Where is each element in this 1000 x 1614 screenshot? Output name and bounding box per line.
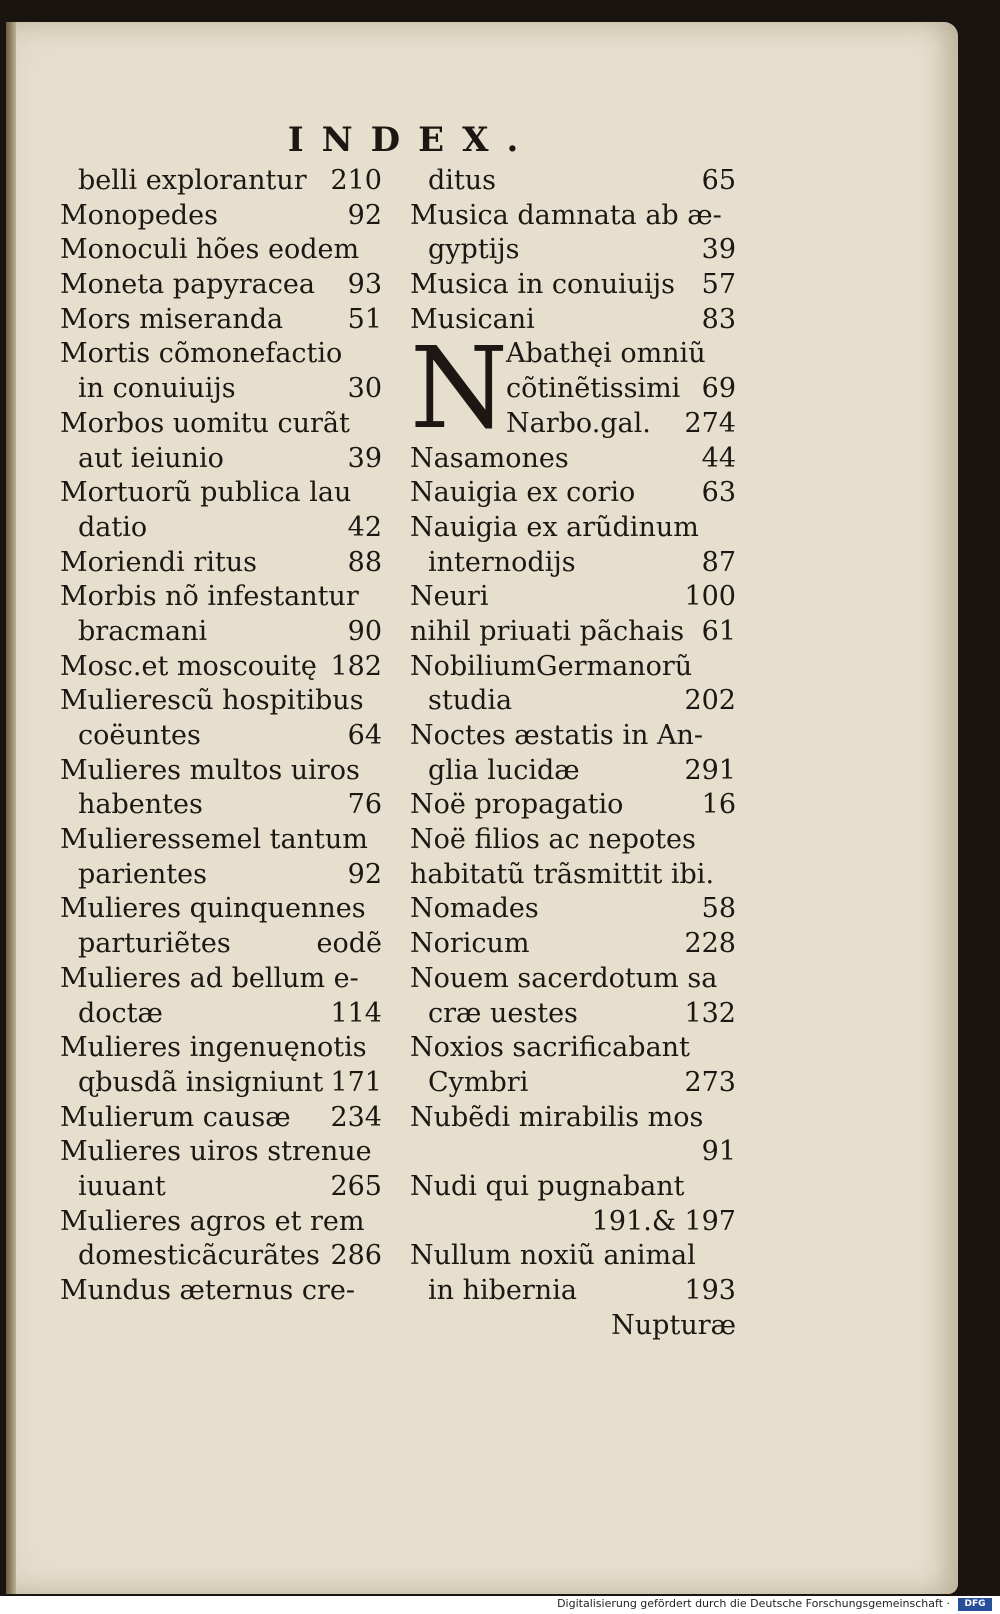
index-entry-page-number: 64 <box>347 720 382 751</box>
index-entry <box>60 962 382 997</box>
index-entry <box>410 164 736 199</box>
index-entry-text: Moriendi ritus <box>60 546 257 578</box>
index-column-right <box>410 164 736 1343</box>
index-entry-text: NobiliumGermanorũ <box>410 650 693 682</box>
index-entry-text: Mortis cõmonefactio <box>60 338 343 370</box>
index-entry-text: doctæ <box>78 997 163 1029</box>
index-entry <box>60 372 382 407</box>
index-entry <box>60 927 382 962</box>
index-entry-text: Noë propagatio <box>410 789 624 821</box>
index-entry <box>410 615 736 650</box>
index-entry <box>60 580 382 615</box>
index-entry <box>60 684 382 719</box>
index-entry-text: Noxios sacrificabant <box>410 1032 690 1064</box>
index-entry-text: Mors miseranda <box>60 303 284 335</box>
index-entry-text: Cymbri <box>428 1066 529 1098</box>
index-entry-page-number: 100 <box>684 581 736 613</box>
index-entry-text: habentes <box>78 789 203 821</box>
index-entry-page-number: 92 <box>347 199 382 231</box>
index-entry-text: Mulierum causæ <box>60 1101 291 1133</box>
index-entry-page-number: 286 <box>330 1240 382 1272</box>
index-entry-text: Nubẽdi mirabilis mos <box>410 1101 704 1133</box>
index-entry-page-number: Nupturæ <box>611 1309 736 1341</box>
index-entry-text: Noricum <box>410 928 530 960</box>
page-header: INDEX. <box>287 120 537 160</box>
index-entry <box>410 684 736 719</box>
index-entry <box>410 927 736 962</box>
index-entry <box>410 268 736 303</box>
index-entry-page-number: 16 <box>701 789 736 821</box>
index-entry <box>410 962 736 997</box>
index-entry-text: Mulieressemel tantum <box>60 824 368 856</box>
index-entry-page-number: 228 <box>684 928 736 960</box>
index-entry-text: Morbis nõ infestantur <box>60 581 359 613</box>
index-entry-page-number: 193 <box>684 1275 736 1306</box>
index-entry <box>410 858 736 893</box>
index-entry-text: coëuntes <box>78 720 201 751</box>
index-entry-text: Nauigia ex arũdinum <box>410 511 699 543</box>
index-entry <box>60 615 382 650</box>
index-entry-text: in hibernia <box>428 1275 577 1306</box>
index-entry-text: Mulierescũ hospitibus <box>60 685 364 717</box>
index-entry <box>60 754 382 789</box>
index-entry <box>60 650 382 685</box>
index-entry-text: Mulieres uiros strenue <box>60 1136 372 1168</box>
index-entry-text: Noë filios ac nepotes <box>410 824 696 856</box>
index-entry-text: Musica damnata ab æ- <box>410 199 722 231</box>
index-entry <box>410 476 736 511</box>
digitization-footer <box>0 1596 1000 1614</box>
index-entry-text: habitatũ trãsmittit ibi. <box>410 858 715 890</box>
index-entry <box>60 823 382 858</box>
index-entry-text: Noctes æstatis in An- <box>410 720 703 751</box>
index-entry-text: bracmani <box>78 615 208 647</box>
index-entry-text: aut ieiunio <box>78 442 224 474</box>
index-entry-text: internodijs <box>428 546 576 578</box>
index-entry-text: ditus <box>428 165 497 196</box>
index-entry <box>60 303 382 338</box>
index-entry <box>410 1135 736 1170</box>
index-entry-text: nihil priuati pãchais <box>410 615 685 647</box>
index-entry-page-number: 51 <box>347 303 382 335</box>
index-entry <box>60 788 382 823</box>
book-spine-shadow <box>6 22 16 1594</box>
index-entry <box>410 1274 736 1309</box>
index-entry-text: Mulieres ad bellum e- <box>60 962 359 994</box>
index-entry-text: Moneta papyracea <box>60 269 315 301</box>
index-entry <box>410 1101 736 1136</box>
index-entry-page-number: 87 <box>701 546 736 578</box>
index-entry <box>60 858 382 893</box>
index-entry-text: cõtinẽtissimi <box>506 373 681 405</box>
index-entry-text: Nouem sacerdotum sa <box>410 962 718 994</box>
index-entry-text: Nomades <box>410 893 539 925</box>
index-entry <box>60 199 382 234</box>
index-entry-text: Nullum noxiũ animal <box>410 1240 696 1272</box>
index-entry-page-number: 39 <box>347 442 382 474</box>
index-entry <box>60 1066 382 1101</box>
index-entry-page-number: 202 <box>684 685 736 717</box>
index-column-left <box>60 164 382 1309</box>
index-entry <box>410 1066 736 1101</box>
index-entry <box>410 580 736 615</box>
index-entry <box>60 1101 382 1136</box>
index-entry <box>410 511 736 546</box>
index-entry-page-number: 210 <box>330 165 382 196</box>
index-entry <box>410 1205 736 1240</box>
index-entry <box>60 164 382 199</box>
index-entry-text: Mortuorũ publica lau <box>60 477 352 509</box>
index-entry-text: Morbos uomitu curãt <box>60 407 350 439</box>
index-entry-page-number: 30 <box>347 373 382 405</box>
index-entry-page-number: 91 <box>701 1136 736 1168</box>
index-entry-text: Neuri <box>410 581 489 613</box>
index-entry-page-number: 61 <box>701 615 736 647</box>
index-entry-page-number: 57 <box>701 269 736 301</box>
book-page <box>6 22 958 1594</box>
index-entry-page-number: 65 <box>701 165 736 196</box>
dropcap-letter: N <box>410 323 508 454</box>
index-entry-page-number: eodẽ <box>316 928 382 960</box>
index-entry <box>60 719 382 754</box>
index-entry <box>410 233 736 268</box>
index-entry-text: Musica in conuiuijs <box>410 269 675 301</box>
index-entry <box>410 1239 736 1274</box>
index-entry <box>60 233 382 268</box>
index-entry <box>410 199 736 234</box>
footer-credit: Digitalisierung gefördert durch die Deutsche Forschungsgemeinschaft · <box>557 1597 950 1610</box>
index-entry <box>60 1239 382 1274</box>
index-entry-text: cræ uestes <box>428 997 578 1029</box>
index-entry-text: glia lucidæ <box>428 754 580 786</box>
index-entry-text: studia <box>428 685 513 717</box>
index-entry-page-number: 191.& 197 <box>591 1205 736 1237</box>
index-entry <box>60 997 382 1032</box>
index-entry-text: iuuant <box>78 1170 166 1202</box>
index-entry-text: Monopedes <box>60 199 218 231</box>
index-entry-page-number: 171 <box>330 1066 382 1098</box>
index-entry-text: Musicani <box>410 303 535 335</box>
index-entry-text: datio <box>78 511 148 543</box>
index-entry-text: Nasamones <box>410 442 569 474</box>
index-entry-page-number: 265 <box>330 1170 382 1202</box>
index-entry-page-number: 63 <box>701 477 736 509</box>
index-entry-page-number: 234 <box>330 1101 382 1133</box>
index-entry <box>410 1309 736 1344</box>
index-entry-text: Mulieres multos uiros <box>60 754 360 786</box>
index-entry <box>60 442 382 477</box>
index-entry-page-number: 291 <box>684 754 736 786</box>
index-entry-page-number: 273 <box>684 1066 736 1098</box>
index-entry-text: Mulieres agros et rem <box>60 1205 365 1237</box>
index-entry-text: gyptijs <box>428 234 520 266</box>
index-entry <box>410 719 736 754</box>
index-entry <box>60 337 382 372</box>
index-entry <box>410 1170 736 1205</box>
index-entry-page-number: 83 <box>701 303 736 335</box>
index-entry-text: Nauigia ex corio <box>410 477 636 509</box>
index-entry-page-number: 182 <box>330 650 382 682</box>
index-entry-page-number: 39 <box>701 234 736 266</box>
index-entry <box>60 511 382 546</box>
index-entry-page-number: 69 <box>701 373 736 405</box>
index-entry-page-number: 92 <box>347 858 382 890</box>
dfg-logo: DFG <box>958 1598 992 1611</box>
index-entry-text: parturiẽtes <box>78 928 231 960</box>
index-entry <box>410 823 736 858</box>
index-entry-text: belli explorantur <box>78 165 307 196</box>
index-entry-text: Mulieres quinquennes <box>60 893 366 925</box>
index-entry-text: Monoculi hões eodem <box>60 234 360 266</box>
index-entry <box>410 546 736 581</box>
index-entry <box>60 1205 382 1240</box>
index-entry-page-number: 42 <box>347 511 382 543</box>
index-entry-text: ɋbusdã insigniunt <box>78 1066 324 1098</box>
index-entry-text: Mulieres ingenuęnotis <box>60 1032 367 1064</box>
index-entry-page-number: 274 <box>684 407 736 439</box>
index-entry-page-number: 132 <box>684 997 736 1029</box>
index-entry <box>60 268 382 303</box>
index-entry-text: Mundus æternus cre- <box>60 1275 355 1306</box>
index-entry <box>60 546 382 581</box>
index-entry <box>410 754 736 789</box>
index-entry-text: Mosc.et moscouitę <box>60 650 317 682</box>
index-entry <box>60 1274 382 1309</box>
index-entry <box>410 997 736 1032</box>
index-entry <box>60 476 382 511</box>
index-entry <box>60 1031 382 1066</box>
index-entry-page-number: 114 <box>330 997 382 1029</box>
index-entry-page-number: 58 <box>701 893 736 925</box>
index-entry-text: Nudi qui pugnabant <box>410 1170 685 1202</box>
index-entry <box>410 788 736 823</box>
index-entry <box>60 407 382 442</box>
index-entry <box>60 892 382 927</box>
index-entry <box>410 1031 736 1066</box>
index-entry-text: Abathęi omniũ <box>506 338 706 370</box>
index-entry-page-number: 76 <box>347 789 382 821</box>
index-entry-text: parientes <box>78 858 207 890</box>
index-entry-text: in conuiuijs <box>78 373 236 405</box>
index-entry <box>60 1170 382 1205</box>
index-entry-text: domesticãcurãtes <box>78 1240 320 1272</box>
index-entry-page-number: 93 <box>347 269 382 301</box>
index-entry-page-number: 44 <box>701 442 736 474</box>
index-entry <box>410 650 736 685</box>
index-entry-page-number: 88 <box>347 546 382 578</box>
index-entry-page-number: 90 <box>347 615 382 647</box>
index-entry <box>60 1135 382 1170</box>
index-entry <box>410 892 736 927</box>
index-entry-text: Narbo.gal. <box>506 407 651 439</box>
